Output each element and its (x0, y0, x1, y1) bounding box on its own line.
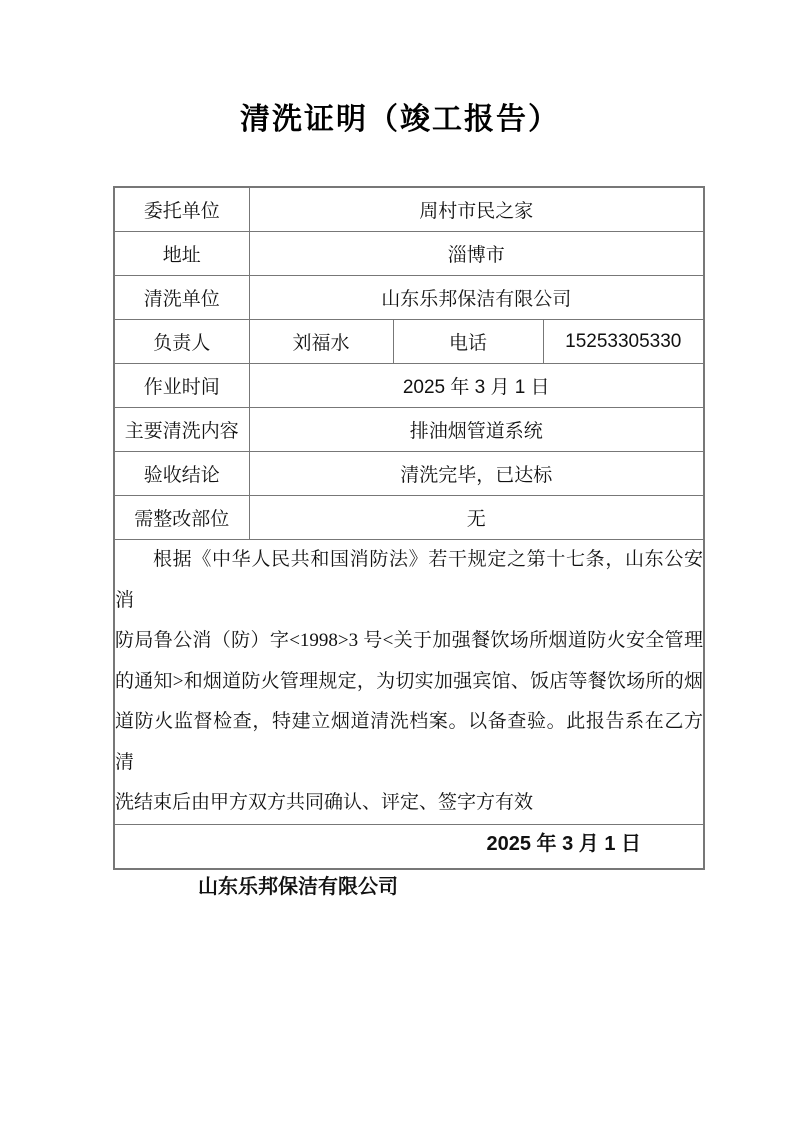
table-row-cleaning-company (114, 276, 704, 320)
value-acceptance-conclusion: 清洗完毕，已达标 (249, 452, 704, 496)
notice-line: 根据《中华人民共和国消防法》若干规定之第十七条，山东公安消 (115, 549, 704, 611)
value-person-in-charge: 刘福水 (249, 320, 393, 364)
signature-block (114, 824, 704, 898)
notice-paragraph (114, 540, 704, 825)
table-row-person-in-charge (114, 320, 704, 364)
notice-line: 的通知>和烟道防火管理规定，为切实加强宾馆、饭店等餐饮场所的烟 (115, 670, 704, 692)
table-row-acceptance-conclusion (114, 452, 704, 496)
label-entrusting-unit: 委托单位 (114, 187, 249, 232)
label-address: 地址 (114, 232, 249, 276)
notice-line: 防局鲁公消（防）字<1998>3 号<关于加强餐饮场所烟道防火安全管理 (115, 630, 704, 651)
label-acceptance-conclusion: 验收结论 (114, 452, 249, 496)
value-cleaning-company: 山东乐邦保洁有限公司 (249, 276, 704, 320)
table-row-work-date (114, 364, 704, 408)
signature-company-name: 山东乐邦保洁有限公司 (198, 875, 398, 898)
report-table (113, 186, 705, 898)
table-row-cleaning-content (114, 408, 704, 452)
table-row-notice (114, 540, 704, 825)
value-rectification-parts: 无 (249, 496, 704, 540)
table-row-address (114, 232, 704, 276)
value-address: 淄博市 (249, 232, 704, 276)
label-person-in-charge: 负责人 (114, 320, 249, 364)
notice-line: 洗结束后由甲方双方共同确认、评定、签字方有效 (115, 792, 534, 813)
notice-line: 道防火监督检查，特建立烟道清洗档案。以备查验。此报告系在乙方清 (115, 711, 704, 773)
table-row-entrusting-unit (114, 187, 704, 232)
page-title: 清洗证明（竣工报告） (240, 103, 560, 136)
value-cleaning-content: 排油烟管道系统 (249, 408, 704, 452)
signature-date: 2025 年 3 月 1 日 (486, 832, 642, 855)
label-phone: 电话 (393, 320, 543, 364)
label-rectification-parts: 需整改部位 (114, 496, 249, 540)
table-row-rectification-parts (114, 496, 704, 540)
value-phone: 15253305330 (543, 320, 704, 364)
label-cleaning-content: 主要清洗内容 (114, 408, 249, 452)
label-cleaning-company: 清洗单位 (114, 276, 249, 320)
value-work-date: 2025 年 3 月 1 日 (249, 364, 704, 408)
label-work-date: 作业时间 (114, 364, 249, 408)
value-entrusting-unit: 周村市民之家 (249, 187, 704, 232)
table-row-signature (114, 824, 704, 869)
